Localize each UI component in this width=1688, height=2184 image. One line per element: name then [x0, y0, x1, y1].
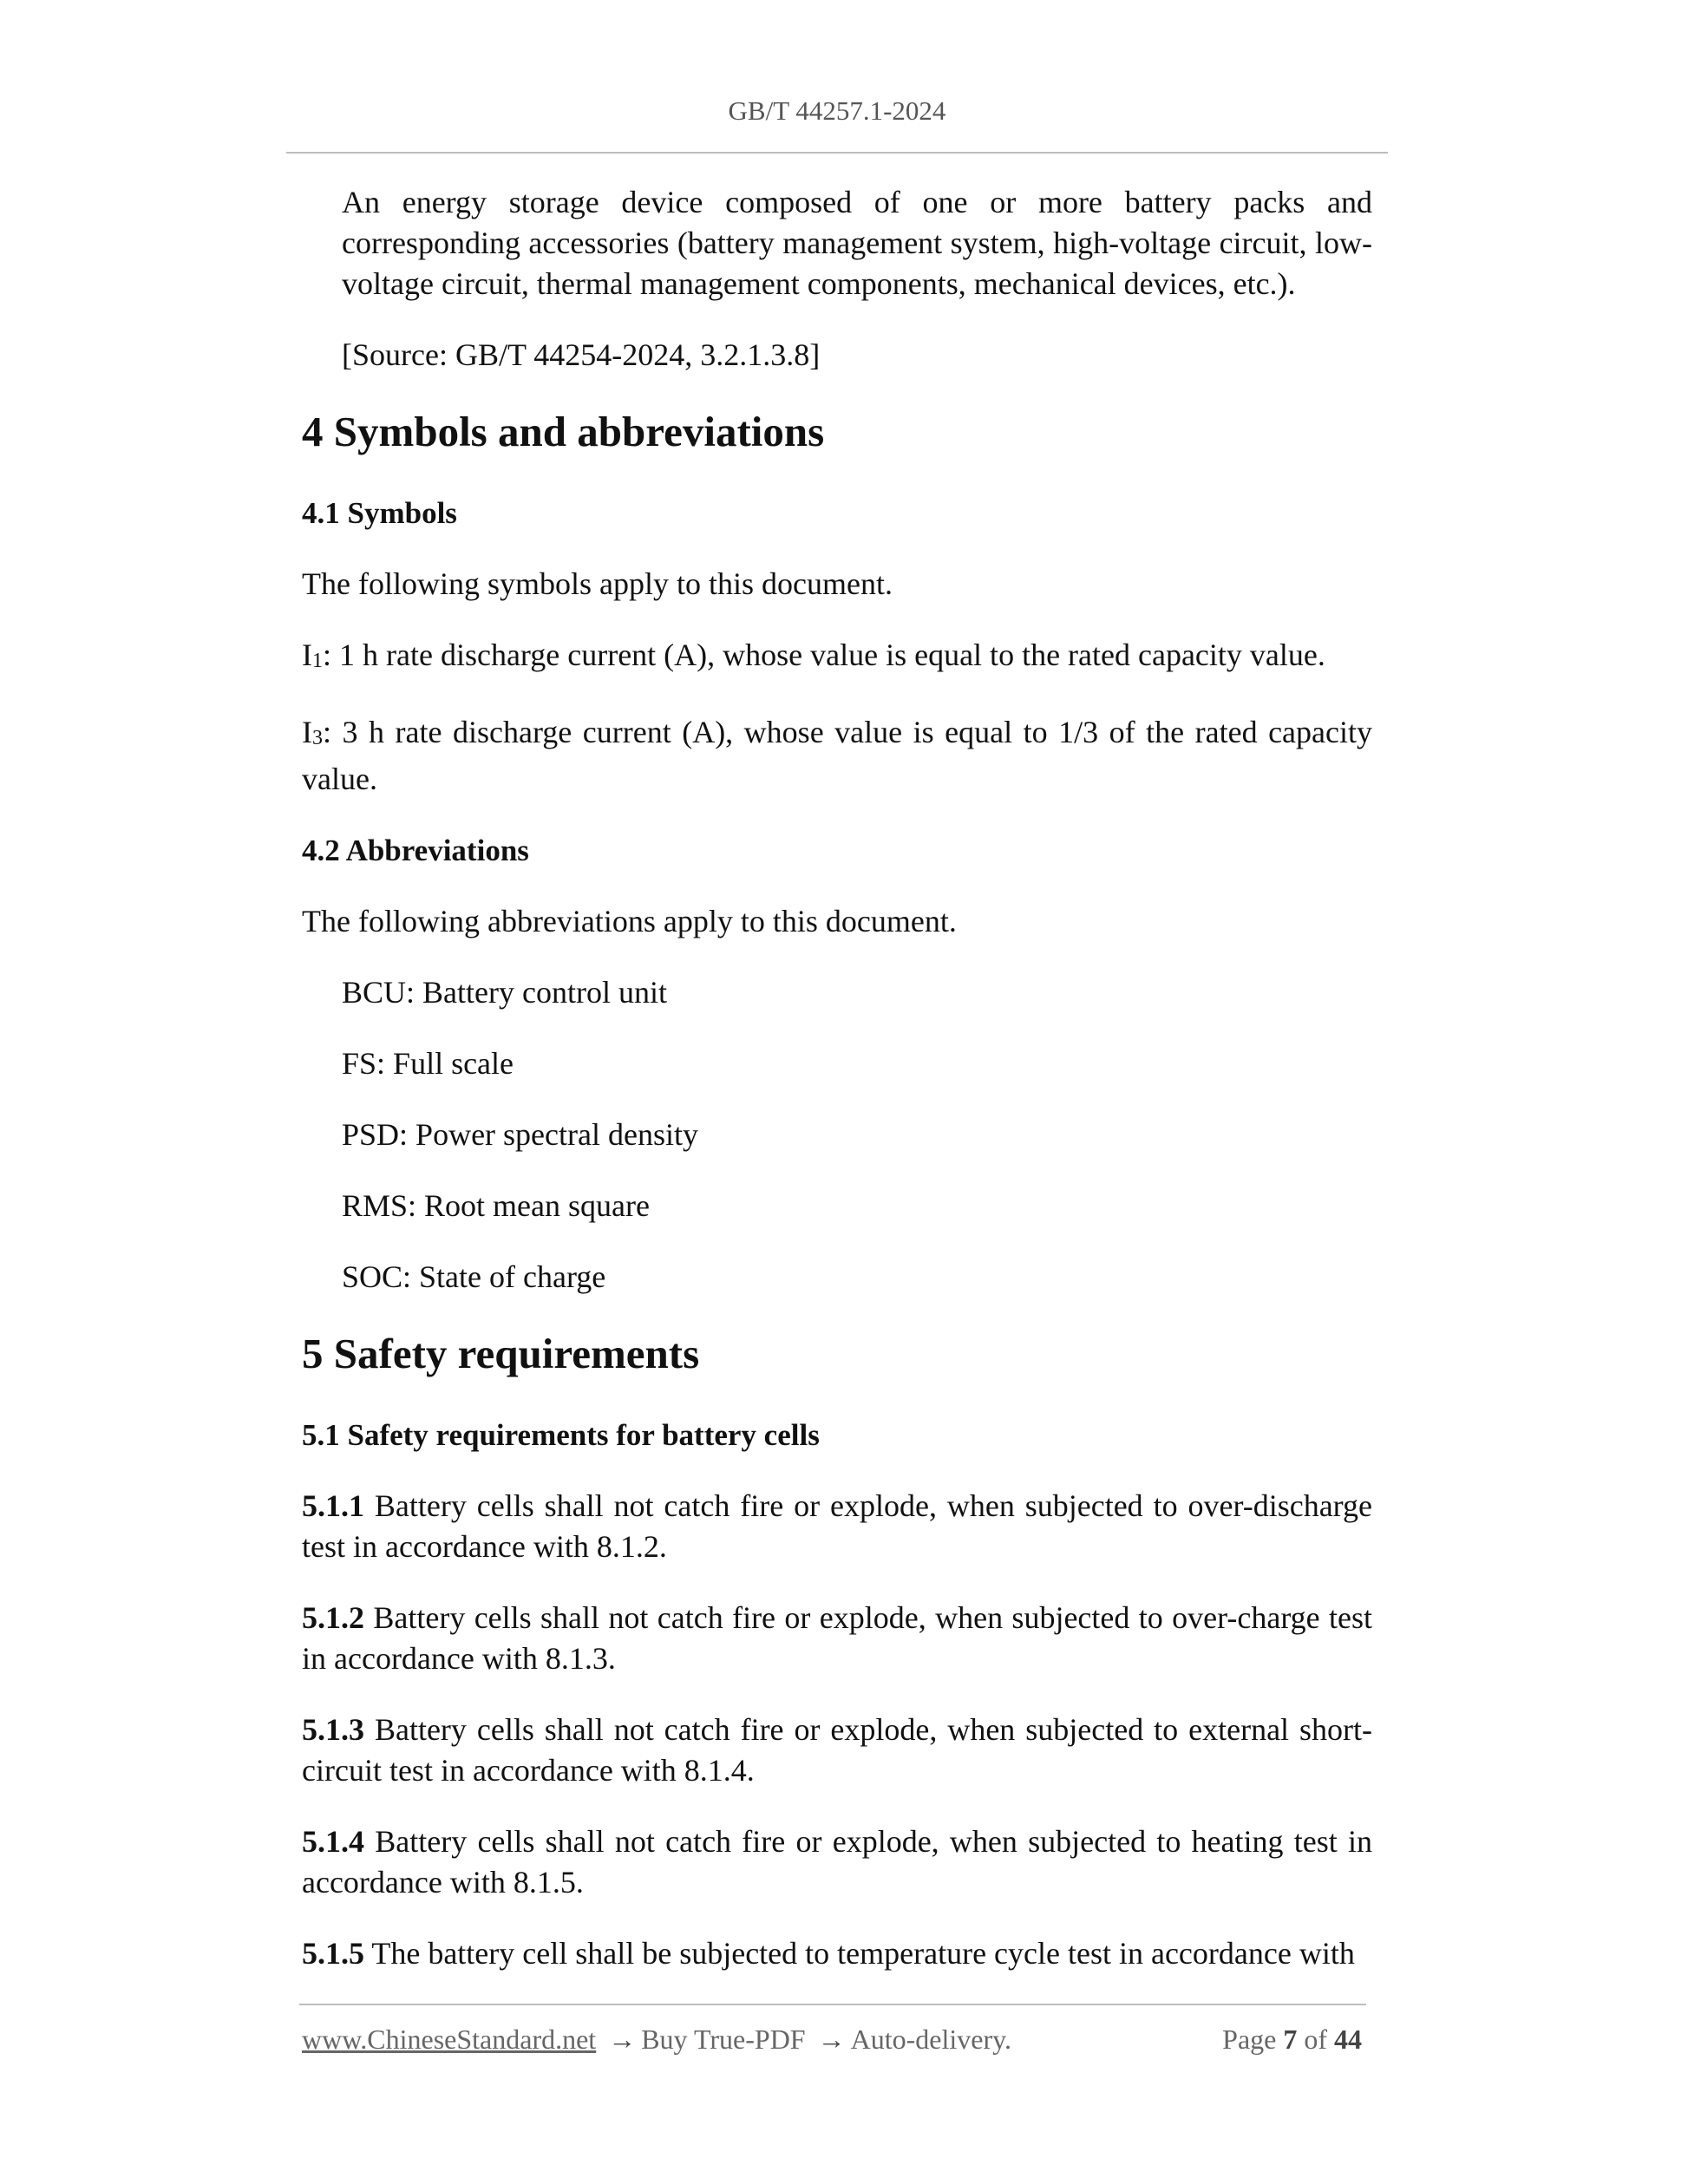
auto-delivery-text: Auto-delivery.: [850, 2024, 1012, 2055]
header-divider: [286, 152, 1388, 154]
symbol-i1-subscript: 1: [312, 650, 323, 672]
abbreviation-item: PSD: Power spectral density: [342, 1117, 698, 1152]
subsection-4-2-heading: 4.2 Abbreviations: [302, 834, 529, 867]
chinesestandard-link[interactable]: www.ChineseStandard.net: [302, 2024, 597, 2055]
abbreviations-intro: The following abbreviations apply to this document.: [302, 904, 957, 938]
clause-text: Battery cells shall not catch fire or explode, when subjected to over-discharge test in accordance with 8.1.2.: [302, 1488, 1372, 1564]
abbreviation-item: RMS: Root mean square: [342, 1188, 650, 1223]
subsection-5-1-heading: 5.1 Safety requirements for battery cells: [302, 1418, 820, 1452]
symbol-i3-letter: I: [302, 715, 312, 749]
subsection-4-1-heading: 4.1 Symbols: [302, 496, 457, 530]
symbols-intro: The following symbols apply to this document.: [302, 566, 893, 601]
source-reference: [Source: GB/T 44254-2024, 3.2.1.3.8]: [342, 337, 821, 372]
page-footer: [302, 2024, 1362, 2056]
symbol-i3-text: : 3 h rate discharge current (A), whose value is equal to 1/3 of the rated capacity value.: [302, 715, 1372, 796]
clause-text: Battery cells shall not catch fire or explode, when subjected to over-charge test in accordance with 8.1.3.: [302, 1600, 1372, 1676]
footer-promo: [302, 2024, 1011, 2056]
arrow-right-icon: →: [608, 2024, 637, 2055]
of-label: of: [1304, 2024, 1327, 2055]
page-header-doc-code: GB/T 44257.1-2024: [728, 95, 946, 126]
clause-text: Battery cells shall not catch fire or explode, when subjected to external short-circuit test in accordance with 8.1.4.: [302, 1712, 1372, 1788]
page-number: 7: [1283, 2024, 1298, 2055]
arrow-right-icon: →: [817, 2024, 846, 2055]
page-body: [302, 182, 1372, 2004]
symbol-i3-subscript: 3: [312, 727, 323, 749]
symbol-i1: [302, 635, 1372, 682]
clause-5-1-5: [302, 1933, 1372, 1974]
abbreviation-item: SOC: State of charge: [342, 1259, 606, 1294]
symbol-i3: [302, 712, 1372, 800]
clause-text: Battery cells shall not catch fire or explode, when subjected to heating test in accordance with 8.1.5.: [302, 1824, 1372, 1900]
section-4-heading: 4 Symbols and abbreviations: [302, 408, 825, 455]
abbreviation-item: FS: Full scale: [342, 1046, 514, 1081]
clause-number: 5.1.2: [302, 1600, 364, 1635]
symbol-i1-letter: I: [302, 638, 312, 672]
buy-true-pdf-text: Buy True-PDF: [641, 2024, 806, 2055]
page-indicator: [1222, 2024, 1362, 2056]
clause-number: 5.1.4: [302, 1824, 364, 1859]
clause-5-1-3: [302, 1710, 1372, 1791]
clause-5-1-1: [302, 1486, 1372, 1567]
abbreviation-item: BCU: Battery control unit: [342, 975, 667, 1010]
footer-divider: [299, 2004, 1366, 2005]
clause-text: The battery cell shall be subjected to temperature cycle test in accordance with: [364, 1936, 1355, 1971]
clause-5-1-4: [302, 1821, 1372, 1903]
section-5-heading: 5 Safety requirements: [302, 1330, 700, 1377]
page-label: Page: [1222, 2024, 1277, 2055]
clause-number: 5.1.5: [302, 1936, 364, 1971]
clause-number: 5.1.3: [302, 1712, 364, 1747]
definition-paragraph: An energy storage device composed of one or more battery packs and corresponding accessories (battery management system, high-voltage circuit, low-voltage circuit, thermal management components, mechanical devices, etc.).: [342, 185, 1372, 301]
symbol-i1-text: : 1 h rate discharge current (A), whose value is equal to the rated capacity value.: [323, 638, 1325, 672]
clause-number: 5.1.1: [302, 1488, 364, 1523]
page-total: 44: [1334, 2024, 1362, 2055]
clause-5-1-2: [302, 1598, 1372, 1679]
